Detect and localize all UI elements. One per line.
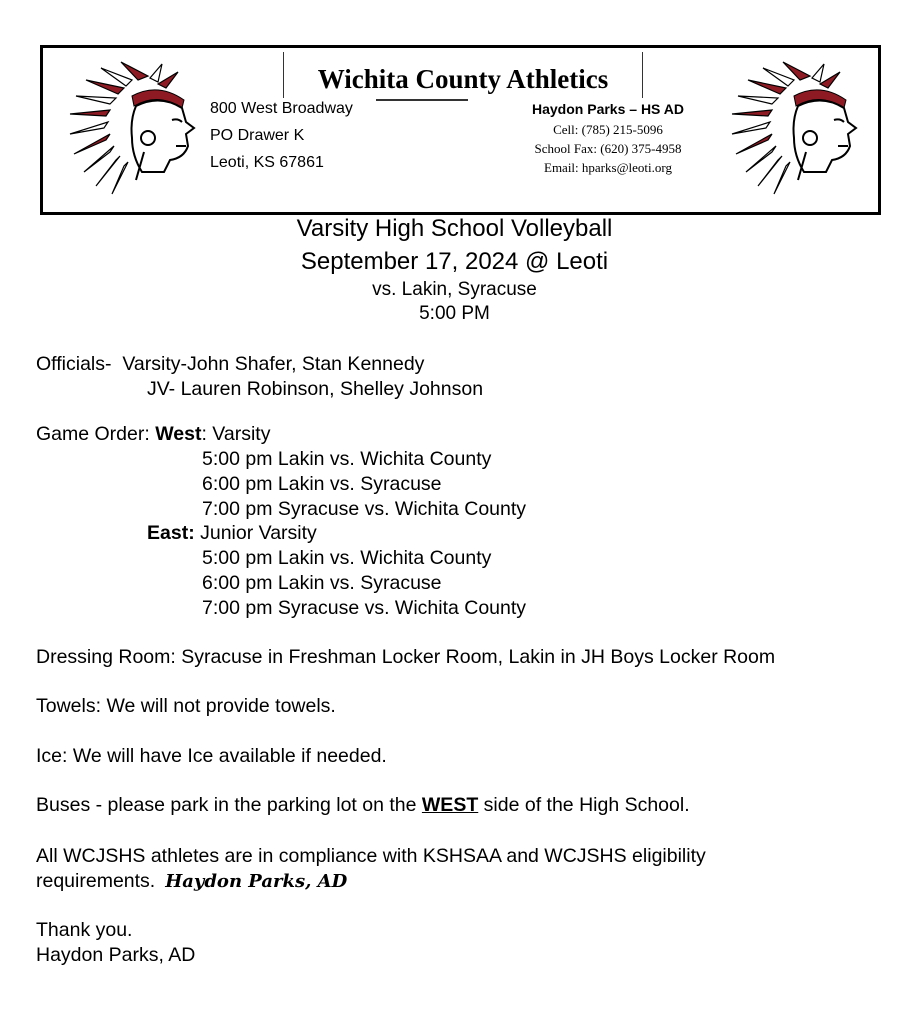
event-date: September 17, 2024 @ Leoti xyxy=(300,248,609,275)
letterhead xyxy=(40,45,881,215)
officials-jv: JV- Lauren Robinson, Shelley Johnson xyxy=(147,378,484,400)
officials-label: Officials- xyxy=(36,353,112,375)
east-game: 5:00 pm Lakin vs. Wichita County xyxy=(202,547,492,569)
buses-note xyxy=(36,793,690,817)
ice-note: Ice: We will have Ice available if needed. xyxy=(36,745,387,767)
chief-headdress-icon xyxy=(61,60,211,200)
west-game: 6:00 pm Lakin vs. Syracuse xyxy=(202,473,442,495)
event-opponents: vs. Lakin, Syracuse xyxy=(372,279,537,300)
game-order-east xyxy=(147,521,317,545)
org-title-frame xyxy=(283,52,643,98)
event-time: 5:00 PM xyxy=(419,303,490,324)
ad-email: Email: hparks@leoti.org xyxy=(544,160,672,175)
towels-note: Towels: We will not provide towels. xyxy=(36,695,336,717)
west-game: 5:00 pm Lakin vs. Wichita County xyxy=(202,448,492,470)
org-title: Wichita County Athletics xyxy=(317,64,609,94)
ad-signature: Haydon Parks, AD xyxy=(165,871,348,892)
eligibility-note-end xyxy=(36,869,347,894)
address-block xyxy=(210,95,353,176)
game-order-west xyxy=(36,422,270,446)
address-line: 800 West Broadway xyxy=(210,100,353,117)
eligibility-note: All WCJSHS athletes are in compliance with KSHSAA and WCJSHS eligibility xyxy=(36,845,706,867)
east-level: Junior Varsity xyxy=(194,522,317,544)
west-game: 7:00 pm Syracuse vs. Wichita County xyxy=(202,498,527,520)
east-game: 7:00 pm Syracuse vs. Wichita County xyxy=(202,597,527,619)
dressing-room-note: Dressing Room: Syracuse in Freshman Locker Room, Lakin in JH Boys Locker Room xyxy=(36,646,776,668)
address-line: PO Drawer K xyxy=(210,127,305,144)
east-court-label: East: xyxy=(147,522,195,544)
address-line: Leoti, KS 67861 xyxy=(210,154,324,171)
ad-name: Haydon Parks – HS AD xyxy=(532,101,684,117)
west-court-label: West xyxy=(155,423,202,445)
event-title: Varsity High School Volleyball xyxy=(296,215,613,242)
ad-fax: School Fax: (620) 375-4958 xyxy=(534,141,682,156)
east-game: 6:00 pm Lakin vs. Syracuse xyxy=(202,572,442,594)
buses-text-end: side of the High School. xyxy=(478,794,690,816)
west-level: : Varsity xyxy=(201,423,271,445)
closing-thanks: Thank you. xyxy=(36,919,133,941)
buses-west: WEST xyxy=(421,794,479,816)
officials-varsity-text: Varsity-John Shafer, Stan Kennedy xyxy=(122,353,425,375)
closing-name: Haydon Parks, AD xyxy=(36,944,196,966)
athletic-director-contact xyxy=(473,98,743,177)
title-underline xyxy=(376,99,468,101)
chief-headdress-icon xyxy=(723,60,873,200)
eligibility-text: requirements. xyxy=(36,870,156,892)
ad-cell: Cell: (785) 215-5096 xyxy=(553,122,663,137)
officials-varsity xyxy=(36,352,424,376)
buses-text: Buses - please park in the parking lot on the xyxy=(36,794,422,816)
game-order-label: Game Order: xyxy=(36,423,150,445)
